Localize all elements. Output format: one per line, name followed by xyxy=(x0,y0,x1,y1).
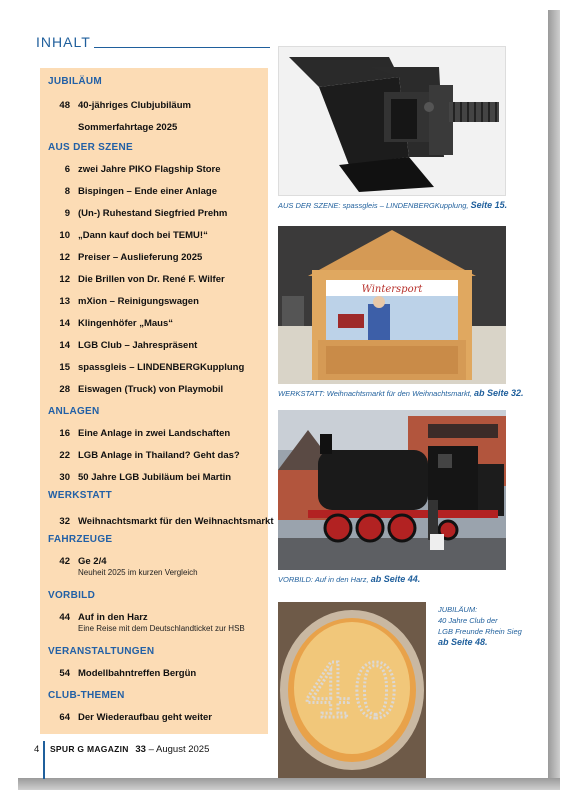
toc-section-heading: JUBILÄUM xyxy=(48,76,103,87)
cake-illustration xyxy=(278,602,426,778)
toc-page-number: 15 xyxy=(59,362,70,373)
toc-section-heading: VERANSTALTUNGEN xyxy=(48,646,155,657)
toc-entry-title: LGB Anlage in Thailand? Geht das? xyxy=(78,450,240,461)
toc-entry-title: Klingenhöfer „Maus“ xyxy=(78,318,174,329)
toc-entry-title: Ge 2/4 xyxy=(78,556,107,567)
page-shadow-right xyxy=(548,10,560,784)
toc-entry[interactable] xyxy=(54,362,245,373)
booth-illustration xyxy=(278,226,506,384)
footer-separator: – xyxy=(145,744,157,755)
toc-entry-title: Preiser – Auslieferung 2025 xyxy=(78,252,203,263)
toc-entry[interactable] xyxy=(54,384,224,395)
magazine-page xyxy=(4,4,548,778)
toc-page-number: 9 xyxy=(64,208,70,219)
caption-coupling-page: Seite 15. xyxy=(470,200,508,210)
toc-entry-title: spassgleis – LINDENBERGKupplung xyxy=(78,362,245,373)
toc-page-number: 6 xyxy=(64,164,70,175)
toc-entry[interactable] xyxy=(54,450,240,461)
locomotive-illustration xyxy=(278,410,506,570)
issue-number: 33 xyxy=(135,744,146,755)
toc-entry[interactable] xyxy=(54,208,228,219)
toc-entry-title: Bispingen – Ende einer Anlage xyxy=(78,186,218,197)
toc-entry-subtitle: Neuheit 2025 im kurzen Vergleich xyxy=(78,568,198,577)
toc-entry-title: Eine Anlage in zwei Landschaften xyxy=(78,428,231,439)
toc-section-heading: AUS DER SZENE xyxy=(48,142,134,153)
toc-entry-title: Auf in den Harz xyxy=(78,612,148,623)
toc-entry-title: Sommerfahrtage 2025 xyxy=(78,122,178,133)
toc-entry[interactable] xyxy=(54,318,174,329)
toc-entry[interactable] xyxy=(54,428,231,439)
toc-page-number: 14 xyxy=(59,318,70,329)
caption-locomotive-page: ab Seite 44. xyxy=(370,574,421,584)
toc-entry[interactable] xyxy=(54,164,221,175)
toc-section-heading: ANLAGEN xyxy=(48,406,100,417)
toc-section-heading: FAHRZEUGE xyxy=(48,534,113,545)
toc-page-number: 14 xyxy=(59,340,70,351)
toc-entry[interactable] xyxy=(54,230,208,241)
toc-page-number: 16 xyxy=(59,428,70,439)
toc-entry[interactable] xyxy=(54,100,191,111)
toc-page-number: 8 xyxy=(64,186,70,197)
page-footer xyxy=(34,744,209,755)
caption-booth xyxy=(278,388,524,398)
toc-page-number: 32 xyxy=(59,516,70,527)
toc-entry-title: mXion – Reinigungswagen xyxy=(78,296,199,307)
toc-entry[interactable] xyxy=(54,712,212,723)
toc-entry-title: Die Brillen von Dr. René F. Wilfer xyxy=(78,274,225,285)
toc-entry[interactable] xyxy=(54,296,199,307)
toc-page-number: 28 xyxy=(59,384,70,395)
toc-page-number: 64 xyxy=(59,712,70,723)
caption-locomotive-text: VORBILD: Auf in den Harz, xyxy=(278,575,371,584)
caption-booth-text: WERKSTATT: Weihnachtsmarkt für den Weihnachtsmarkt, xyxy=(278,389,475,398)
toc-entry-title: 50 Jahre LGB Jubiläum bei Martin xyxy=(78,472,232,483)
caption-cake-line1: JUBILÄUM: xyxy=(438,605,478,614)
toc-entry[interactable] xyxy=(54,516,274,527)
coupling-illustration xyxy=(279,47,506,196)
toc-entry-title: Der Wiederaufbau geht weiter xyxy=(78,712,212,723)
toc-entry[interactable] xyxy=(54,668,197,679)
photo-anniversary-cake xyxy=(278,602,426,778)
magazine-name: SPUR G MAGAZIN xyxy=(49,744,129,754)
title-rule xyxy=(94,47,270,48)
toc-entry-subtitle: Eine Reise mit dem Deutschlandticket zur HSB xyxy=(78,624,245,633)
toc-section-heading: VORBILD xyxy=(48,590,96,601)
booth-sign-text: Wintersport xyxy=(361,284,423,295)
toc-entry[interactable] xyxy=(54,122,178,133)
toc-page-number: 44 xyxy=(59,612,70,623)
toc-page-number: 30 xyxy=(59,472,70,483)
toc-page-number: 22 xyxy=(59,450,70,461)
toc-entry-title: 40-jähriges Clubjubiläum xyxy=(78,100,191,111)
toc-page-number: 12 xyxy=(59,274,70,285)
toc-entry-title: „Dann kauf doch bei TEMU!“ xyxy=(78,230,208,241)
toc-entry-title: (Un-) Ruhestand Siegfried Prehm xyxy=(78,208,228,219)
toc-entry-title: Modellbahntreffen Bergün xyxy=(78,668,197,679)
caption-locomotive xyxy=(278,574,420,584)
toc-page-number: 42 xyxy=(59,556,70,567)
page-title: INHALT xyxy=(36,34,91,50)
photo-christmas-booth xyxy=(278,226,506,384)
toc-entry[interactable] xyxy=(54,612,148,623)
toc-page-number: 10 xyxy=(59,230,70,241)
toc-entry[interactable] xyxy=(54,472,232,483)
caption-cake-page: ab Seite 48. xyxy=(438,637,488,647)
issue-date: August 2025 xyxy=(156,744,210,755)
toc-entry-title: zwei Jahre PIKO Flagship Store xyxy=(78,164,221,175)
toc-entry[interactable] xyxy=(54,252,203,263)
toc-entry[interactable] xyxy=(54,556,107,567)
caption-cake-line3: LGB Freunde Rhein Sieg xyxy=(438,627,522,636)
cake-number-decoration: 40 xyxy=(304,649,400,735)
toc-page-number: 54 xyxy=(59,668,70,679)
caption-booth-page: ab Seite 32. xyxy=(474,388,524,398)
photo-steam-locomotive xyxy=(278,410,506,570)
caption-coupling-text: AUS DER SZENE: spassgleis – LINDENBERGKupplung, xyxy=(278,201,471,210)
caption-cake xyxy=(438,604,522,648)
toc-entry[interactable] xyxy=(54,186,218,197)
toc-entry[interactable] xyxy=(54,340,198,351)
toc-entry-title: LGB Club – Jahrespräsent xyxy=(78,340,198,351)
toc-page-number: 13 xyxy=(59,296,70,307)
page-shadow-bottom xyxy=(18,778,560,790)
toc-entry[interactable] xyxy=(54,274,225,285)
toc-entry-title: Eiswagen (Truck) von Playmobil xyxy=(78,384,224,395)
caption-cake-line2: 40 Jahre Club der xyxy=(438,616,498,625)
toc-section-heading: CLUB-THEMEN xyxy=(48,690,125,701)
toc-section-heading: WERKSTATT xyxy=(48,490,112,501)
toc-page-number: 48 xyxy=(59,100,70,111)
toc-entry-title: Weihnachtsmarkt für den Weihnachtsmarkt xyxy=(78,516,274,527)
caption-coupling xyxy=(278,200,507,210)
toc-page-number: 12 xyxy=(59,252,70,263)
photo-coupling xyxy=(278,46,506,196)
page-number: 4 xyxy=(34,744,40,755)
